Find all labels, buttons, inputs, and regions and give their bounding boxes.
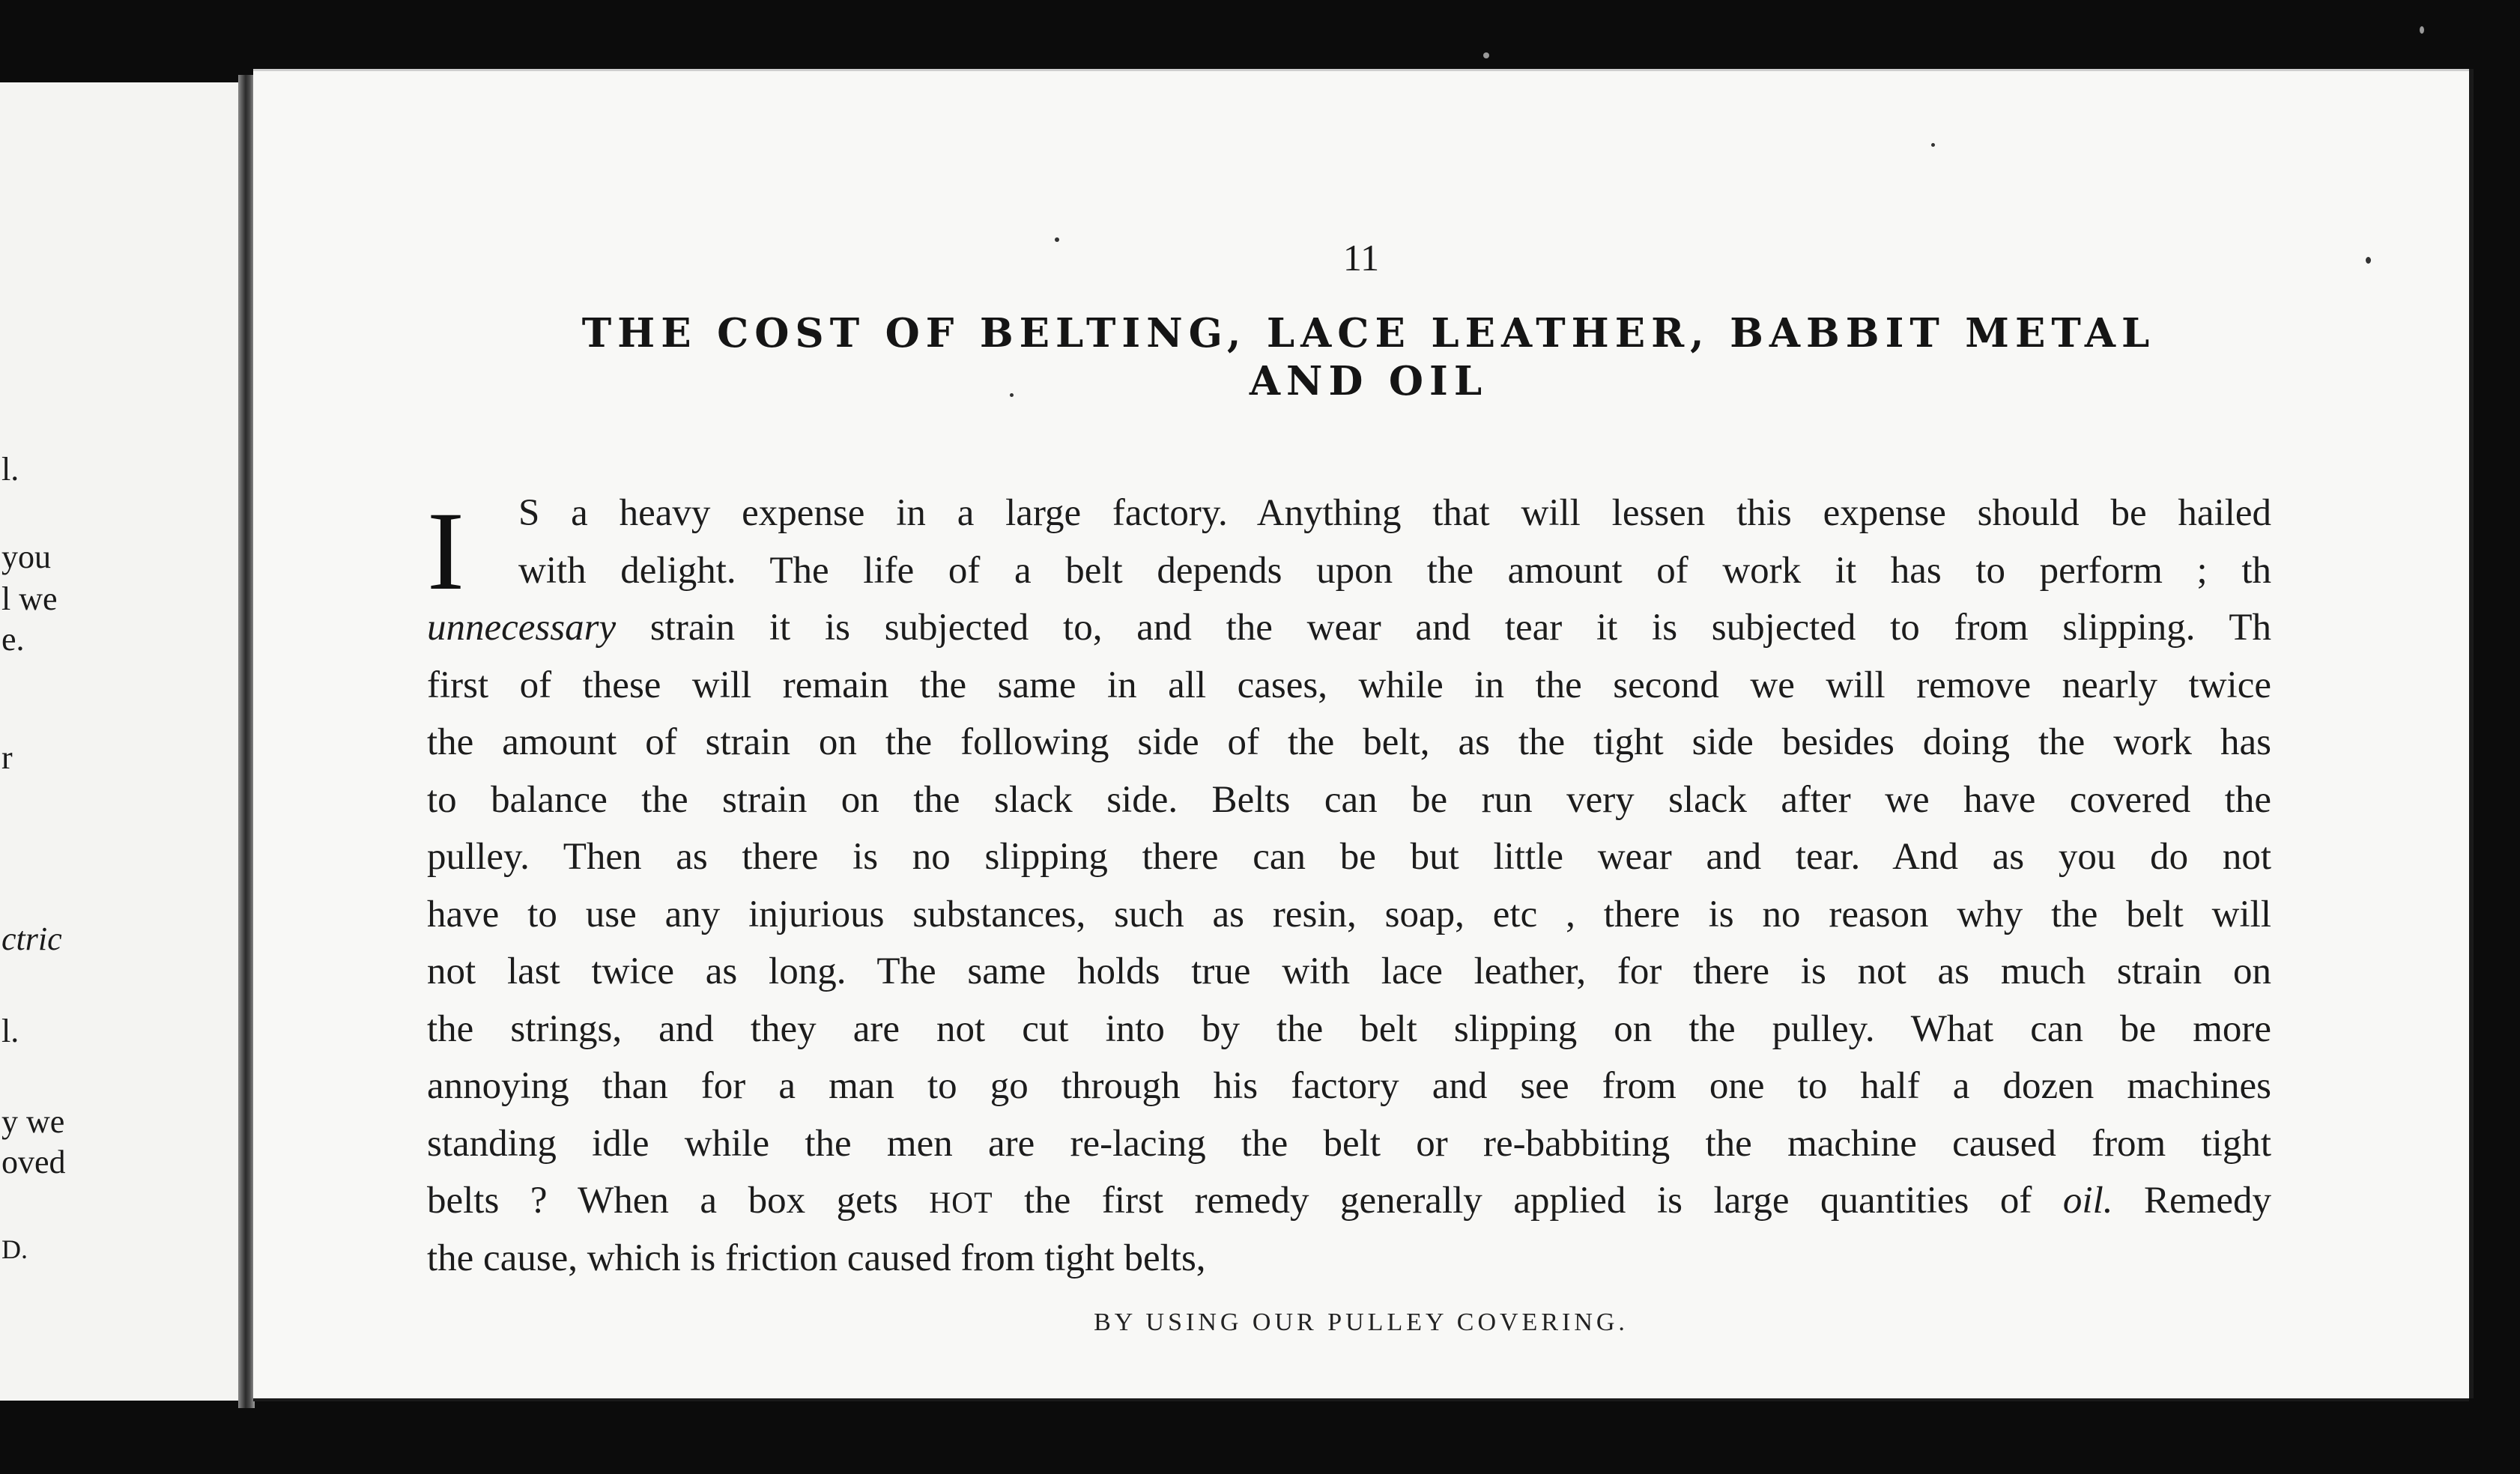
scan-speck — [2366, 257, 2371, 264]
small-caps-word: HOT — [929, 1186, 993, 1219]
left-page-text: r — [1, 739, 13, 776]
left-page-fragment — [0, 82, 243, 1401]
page-number: 11 — [1342, 237, 1380, 279]
paragraph-line — [427, 1172, 2271, 1230]
paragraph-line: the strings, and they are not cut into by the belt slipping on the pulley. What can be more — [427, 1007, 2271, 1050]
line-text: strain it is subjected to, and the wear and tear it is subjected to from slipping. Th — [616, 607, 2271, 649]
drop-cap: I — [427, 489, 464, 613]
paragraph-line: S a heavy expense in a large factory. Anything that will lessen this expense should be hailed — [518, 492, 2271, 534]
paragraph-line: the cause, which is friction caused from tight belts, — [427, 1237, 1206, 1279]
scan-speck — [2420, 26, 2424, 34]
line-text: belts ? When a box gets — [427, 1180, 930, 1222]
page-gutter — [238, 75, 255, 1408]
line-text: the first remedy generally applied is large quantities of — [993, 1180, 2063, 1222]
left-page-text: l. — [1, 1013, 19, 1049]
left-page-text: y we — [1, 1103, 65, 1140]
left-page-text: ctric — [1, 921, 62, 957]
italic-word: oil. — [2062, 1180, 2113, 1222]
paragraph-line: first of these will remain the same in all cases, while in the second we will remove nearly twice — [427, 664, 2271, 706]
paragraph-line: with delight. The life of a belt depends upon the amount of work it has to perform ; th — [518, 549, 2271, 592]
body-paragraph — [427, 485, 2271, 1287]
page-heading — [418, 309, 2319, 405]
heading-line-2: AND OIL — [1249, 358, 1488, 404]
left-page-text: e. — [1, 621, 25, 658]
paragraph-line: not last twice as long. The same holds true with lace leather, for there is not as much strain on — [427, 950, 2271, 992]
scan-speck — [1055, 237, 1059, 242]
paragraph-line — [427, 599, 2271, 657]
paragraph-line: to balance the strain on the slack side. Belts can be run very slack after we have covered the — [427, 778, 2271, 821]
paragraph-line: pulley. Then as there is no slipping there can be but little wear and tear. And as you do not — [427, 836, 2271, 878]
main-page — [253, 69, 2469, 1398]
paragraph-line: annoying than for a man to go through his factory and see from one to half a dozen machines — [427, 1065, 2271, 1107]
paragraph-line: the amount of strain on the following side of the belt, as the tight side besides doing the work has — [427, 721, 2271, 763]
footer-tagline: BY USING OUR PULLEY COVERING. — [1094, 1308, 1629, 1336]
scan-speck — [1483, 52, 1489, 58]
scan-speck — [1010, 393, 1014, 397]
paragraph-line: have to use any injurious substances, such as resin, soap, etc , there is no reason why the belt will — [427, 893, 2271, 935]
left-page-text: l. — [1, 451, 19, 488]
heading-line-1: THE COST OF BELTING, LACE LEATHER, BABBIT METAL — [581, 310, 2156, 357]
left-page-text: oved — [1, 1144, 66, 1180]
italic-word: unnecessary — [427, 607, 617, 649]
scan-speck — [1931, 143, 1935, 147]
left-page-text: D. — [1, 1234, 28, 1264]
line-text: Remedy — [2112, 1180, 2271, 1222]
paragraph-line: standing idle while the men are re-lacing the belt or re-babbiting the machine caused from tight — [427, 1122, 2271, 1165]
left-page-text: you — [1, 539, 51, 575]
left-page-text: l we — [1, 580, 58, 617]
